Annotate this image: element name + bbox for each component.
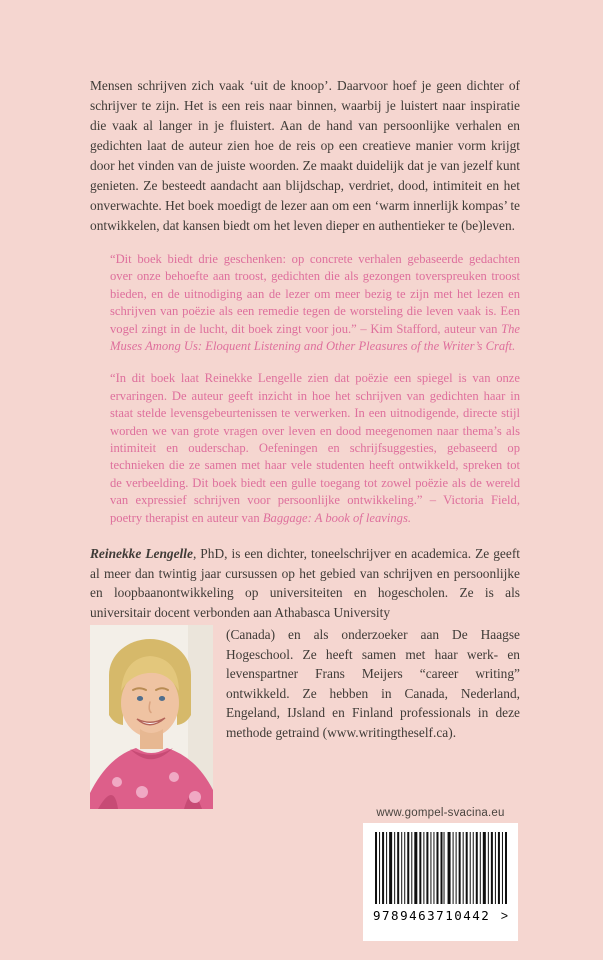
author-photo	[90, 625, 213, 809]
author-bio-row	[90, 625, 520, 809]
back-cover-text-column	[90, 76, 520, 809]
author-bio-lead	[90, 544, 520, 622]
barcode-quiet-zone-mark: >	[500, 908, 508, 923]
barcode-bars-icon	[373, 832, 508, 904]
author-name: Reinekke Lengelle	[90, 546, 193, 562]
quoted-book-title: The Muses Among Us: Eloquent Listening and Other Pleasures of the Writer’s Craft.	[110, 321, 520, 354]
quote-text: “Dit boek biedt drie geschenken: op concrete verhalen gebaseerde gedachten over onze behoefte aan troost, gedichten die als gezongen toverspreuken troost bieden, en de uitnodiging aan de lezer om meer bezig te zijn met het lezen en schrijven van poëzie als een remedie tegen de worsteling die leven vaak is. Een vogel zingt in de lucht, dit boek zingt voor jou.” – Kim Stafford, auteur van	[110, 252, 520, 336]
author-bio-lead-text: , PhD, is een dichter, toneelschrijver en academica. Ze geeft al meer dan twintig jaar cursussen op het gebied van schrijven en persoonlijke en loopbaanontwikkeling op universiteiten en hogescholen. Ze is als universitair docent verbonden aan Athabasca University	[90, 546, 520, 620]
endorsement-quote-field	[110, 370, 520, 527]
intro-paragraph: Mensen schrijven zich vaak ‘uit de knoop’. Daarvoor hoef je geen dichter of schrijver te zijn. Het is een reis naar binnen, waarbij je luistert naar inspiratie die vaak al langer in je fluistert. Aan de hand van persoonlijke verhalen en gedichten laat de auteur zien hoe de reis op een creatieve manier vorm krijgt door het vinden van de juiste woorden. Ze maakt duidelijk dat je van jezelf kunt genieten. Ze besteedt aandacht aan blijdschap, verdriet, dood, intimiteit en het onverwachte. Het boek moedigt de lezer aan om een ‘warm innerlijk kompas’ te ontwikkelen, dat kansen biedt om het leven dieper en authentieker te (be)leven.	[90, 78, 520, 233]
quoted-book-title: Baggage: A book of leavings.	[262, 510, 412, 525]
author-bio	[90, 544, 520, 809]
quote-text: “In dit boek laat Reinekke Lengelle zien dat poëzie een spiegel is van onze ervaringen. De auteur geeft inzicht in hoe het schrijven van gedichten haar in staat stelde levensgebeurtenissen te verwerken. In een uitnodigende, directe stijl worden we van grote vragen over leven en dood meegenomen naar thema’s als intimiteit en ouderschap. Oefeningen en schrijfsuggesties, gebaseerd op technieken die ze samen met haar vele studenten heeft ontwikkeld, spreken tot de verbeelding. Dit boek biedt een gulle toegang tot zowel poëzie als de wereld van expressief schrijven voor persoonlijke ontwikkeling.” – Victoria Field, poetry therapist en auteur van	[110, 371, 520, 525]
publisher-website: www.gompel-svacina.eu	[376, 807, 505, 819]
endorsement-quote-stafford	[110, 251, 520, 355]
author-bio-continued: (Canada) en als onderzoeker aan De Haagse Hogeschool. Ze heeft samen met haar werk- en levenspartner Frans Meijers “career writing” ontwikkeld. Ze hebben in Canada, Nederland, Engeland, IJsland en Finland professionals in deze methode getraind (www.writingtheself.ca).	[226, 627, 520, 740]
isbn-number-row	[373, 908, 508, 923]
isbn-barcode	[363, 823, 518, 941]
isbn-digits: 9789463710442	[373, 908, 491, 923]
publisher-footer	[363, 807, 518, 941]
author-portrait-illustration	[90, 625, 213, 809]
